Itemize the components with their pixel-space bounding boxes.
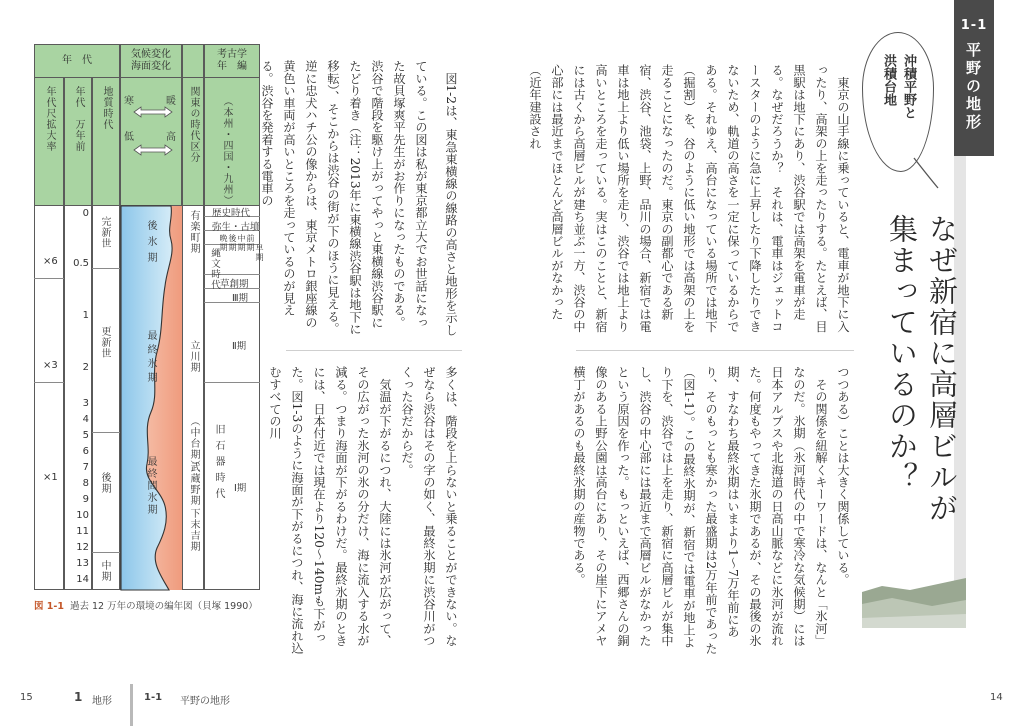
- section-tab: [954, 0, 994, 156]
- cold-label: 寒: [124, 96, 134, 107]
- tick: 5: [82, 430, 89, 441]
- body-column-right-lower: つつある）ことは大きく関係している。 その関係を紐解くキーワードは、なんと「氷河」なのだ。氷期（氷河時代の中で寒冷な気候期）には日本アルプスや北海道の日高山脈などに氷河が流れた。何度もやってきた氷期であるが、その最後の氷期、すなわち最終氷期はいまより1〜7万年前にあり、そのもっとも寒かった最盛期は2万年前であった（図1-1）。この最終氷期が、新宿では電車が地上より下を、渋谷では上を走り、新宿に高層ビルが集中し、渋谷の中心部には最近まで高層ビルがなかったという原因を作った。もっといえば、西郷さんの銅像のある上野公園は高台にあり、その崖下にアメヤ横丁があるのも最終氷期の産物である。: [572, 366, 850, 655]
- body-column-left-lower: 多くは、階段を上らないと乗ることができない。なぜなら渋谷はその字の如く、最終氷期に渋谷川がつくった谷だからだ。 気温が下がるにつれ、大陸には氷河が広がって、その広がった氷河の氷の分だけ、海に流入する水が減る。つまり海面が下がるわけだ。最終氷期のときには、日本付近では現在より120〜140mも下がった。図1-3のように海面が下がるにつれ、海に流れ込むすべての川: [268, 366, 458, 655]
- tick: 12: [76, 542, 89, 553]
- archaeo-yayoi: 弥生・古墳: [212, 222, 260, 233]
- tick: 7: [82, 462, 89, 473]
- footer-section-name: 平野の地形: [180, 696, 230, 707]
- figure-caption: [34, 598, 258, 612]
- section-name: 平野の地形: [964, 42, 982, 132]
- scale-x3: ×3: [43, 360, 58, 371]
- figure-header-era: 年 代: [34, 44, 120, 78]
- high-label: 高: [166, 132, 176, 143]
- footer-section-number: 1-1: [144, 692, 163, 703]
- jomon-phase: 前期: [246, 234, 255, 252]
- bubble-tail-icon: [912, 150, 940, 190]
- figure-header-spacer: [182, 44, 204, 78]
- archaeo-divider: [204, 382, 260, 383]
- kanto-periods-label: 関東の時代区分: [188, 86, 199, 163]
- figure-caption-number: 図 1-1: [34, 601, 64, 612]
- epoch-divider: [92, 552, 120, 553]
- kanto-nakadai: （中台期）: [188, 416, 199, 471]
- bubble-subtitle: 沖積平野と 洪積台地: [881, 54, 916, 119]
- footer-divider: [130, 684, 133, 726]
- double-arrow-icon: [132, 144, 174, 156]
- epoch-holocene: 完新世: [99, 216, 110, 249]
- tick: 0: [82, 208, 89, 219]
- tick: 2: [82, 362, 89, 373]
- tick: 10: [76, 510, 89, 521]
- section-number: 1-1: [960, 18, 988, 33]
- double-arrow-icon: [132, 106, 174, 118]
- footer-chapter-name: 地形: [92, 696, 112, 707]
- geologic-label: 地質時代: [101, 86, 112, 130]
- left-page-number: 15: [20, 692, 33, 703]
- scale-divider: [34, 278, 64, 279]
- years-label: 年代 万年前: [73, 86, 84, 152]
- epoch-middle: 中期: [99, 560, 110, 582]
- jomon-phase: 後期: [228, 234, 237, 252]
- archaeo-paleolithic: 旧石器時代: [213, 424, 224, 504]
- tick: 0.5: [73, 258, 89, 269]
- tick: 13: [76, 558, 89, 569]
- warm-label: 暖: [166, 96, 176, 107]
- figure-subheader-region: [204, 78, 260, 206]
- tick: 4: [82, 414, 89, 425]
- climate-last-glacial: 最終氷期: [145, 330, 156, 386]
- tick: 11: [76, 526, 89, 537]
- body-column-left-upper-b: 図1-2は、東急東横線の線路の高さと地形を示し: [444, 60, 458, 336]
- archaeo-p1: Ⅰ期: [234, 483, 247, 494]
- jomon-phase: 早期: [255, 244, 264, 262]
- jomon-phase: 中期: [237, 234, 246, 252]
- tick: 6: [82, 446, 89, 457]
- right-page-number: 14: [990, 692, 1003, 703]
- tick: 3: [82, 398, 89, 409]
- archaeo-jomon: 縄文時代: [209, 248, 220, 290]
- jomon-phase: 晩期: [219, 234, 228, 252]
- footer-chapter-number: 1: [74, 690, 83, 704]
- archaeo-p3: Ⅲ期: [232, 293, 249, 304]
- scale-label: 年代尺拡大率: [44, 86, 55, 152]
- body-column-right-upper: 東京の山手線に乗っていると、電車が地下に入ったり、高架の上を走ったりする。たとえば、目黒駅は地下にあり、渋谷駅では高架を電車が走る。なぜだろうか？ それは、電車はジェットコースターのように急に上昇したり下降したりできないため、軌道の高さを一定に保っているからである。それゆえ、高台になっている場所では地下（掘割）を、谷のように低い地形では高架の上を走ることになったのだ。東京の副都心である新宿、渋谷、池袋、上野、品川の場合、新宿では電車は地上より低い場所を走り、渋谷では地上より高いところを走っている。実はこのことと、新宿には古くから高層ビルが建ち並ぶ一方、渋谷の中心部には最近までほとんど高層ビルがなかった（近年建設され: [528, 64, 850, 333]
- scale-x1: ×1: [43, 472, 58, 483]
- kanto-shimosueyoshi: 下末吉期: [188, 508, 199, 552]
- climate-last-interglacial: 最終間氷期: [145, 456, 156, 516]
- archaeo-historic: 歴史時代: [212, 208, 251, 219]
- scale-divider: [34, 382, 64, 383]
- body-column-left-upper-a: ている。この図は私が東京都立大でお世話になった故貝塚爽平先生がお作りになったものである。渋谷で階段を駆け上がってやっと東横線渋谷駅にたどり着き（注：2013年に東横線渋谷駅は地下に移転）、そこからは渋谷の街が下のほうに見える。逆に忠犬ハチ公の像からは、東京メトロ銀座線の黄色い車両が高いところを走っているのが見える。渋谷を発着する電車の: [260, 60, 428, 336]
- archaeo-p2: Ⅱ期: [232, 341, 247, 352]
- kanto-tachikawa: 立川期: [188, 340, 199, 373]
- scale-x6: ×6: [43, 256, 58, 267]
- archaeo-sousou: 草創期: [220, 279, 249, 290]
- figure-col-geologic: [92, 206, 120, 590]
- low-label: 低: [124, 132, 134, 143]
- climate-postglacial: 後氷期: [145, 220, 156, 268]
- column-divider: [576, 350, 854, 351]
- tick: 14: [76, 574, 89, 585]
- figure-caption-text: 過去 12 万年の環境の編年図（貝塚 1990）: [69, 601, 258, 612]
- figure-1-1: [34, 44, 264, 590]
- tick: 1: [82, 310, 89, 321]
- column-divider: [286, 350, 462, 351]
- epoch-divider: [92, 432, 120, 433]
- epoch-pleistocene: 更新世: [99, 326, 110, 359]
- kanto-musashino: 武蔵野期: [188, 462, 199, 506]
- tick: 9: [82, 494, 89, 505]
- tick: 8: [82, 478, 89, 489]
- epoch-late: 後期: [99, 472, 110, 494]
- regions-label: （本州・四国・九州）: [221, 96, 232, 206]
- figure-header-archaeology: 考古学 年 編: [204, 44, 260, 78]
- epoch-divider: [92, 268, 120, 269]
- figure-header-climate: 気候変化 海面変化: [120, 44, 182, 78]
- page-title: なぜ新宿に高層ビルが 集まっているのか？: [885, 214, 959, 524]
- kanto-yurakucho: 有楽町期: [188, 210, 199, 254]
